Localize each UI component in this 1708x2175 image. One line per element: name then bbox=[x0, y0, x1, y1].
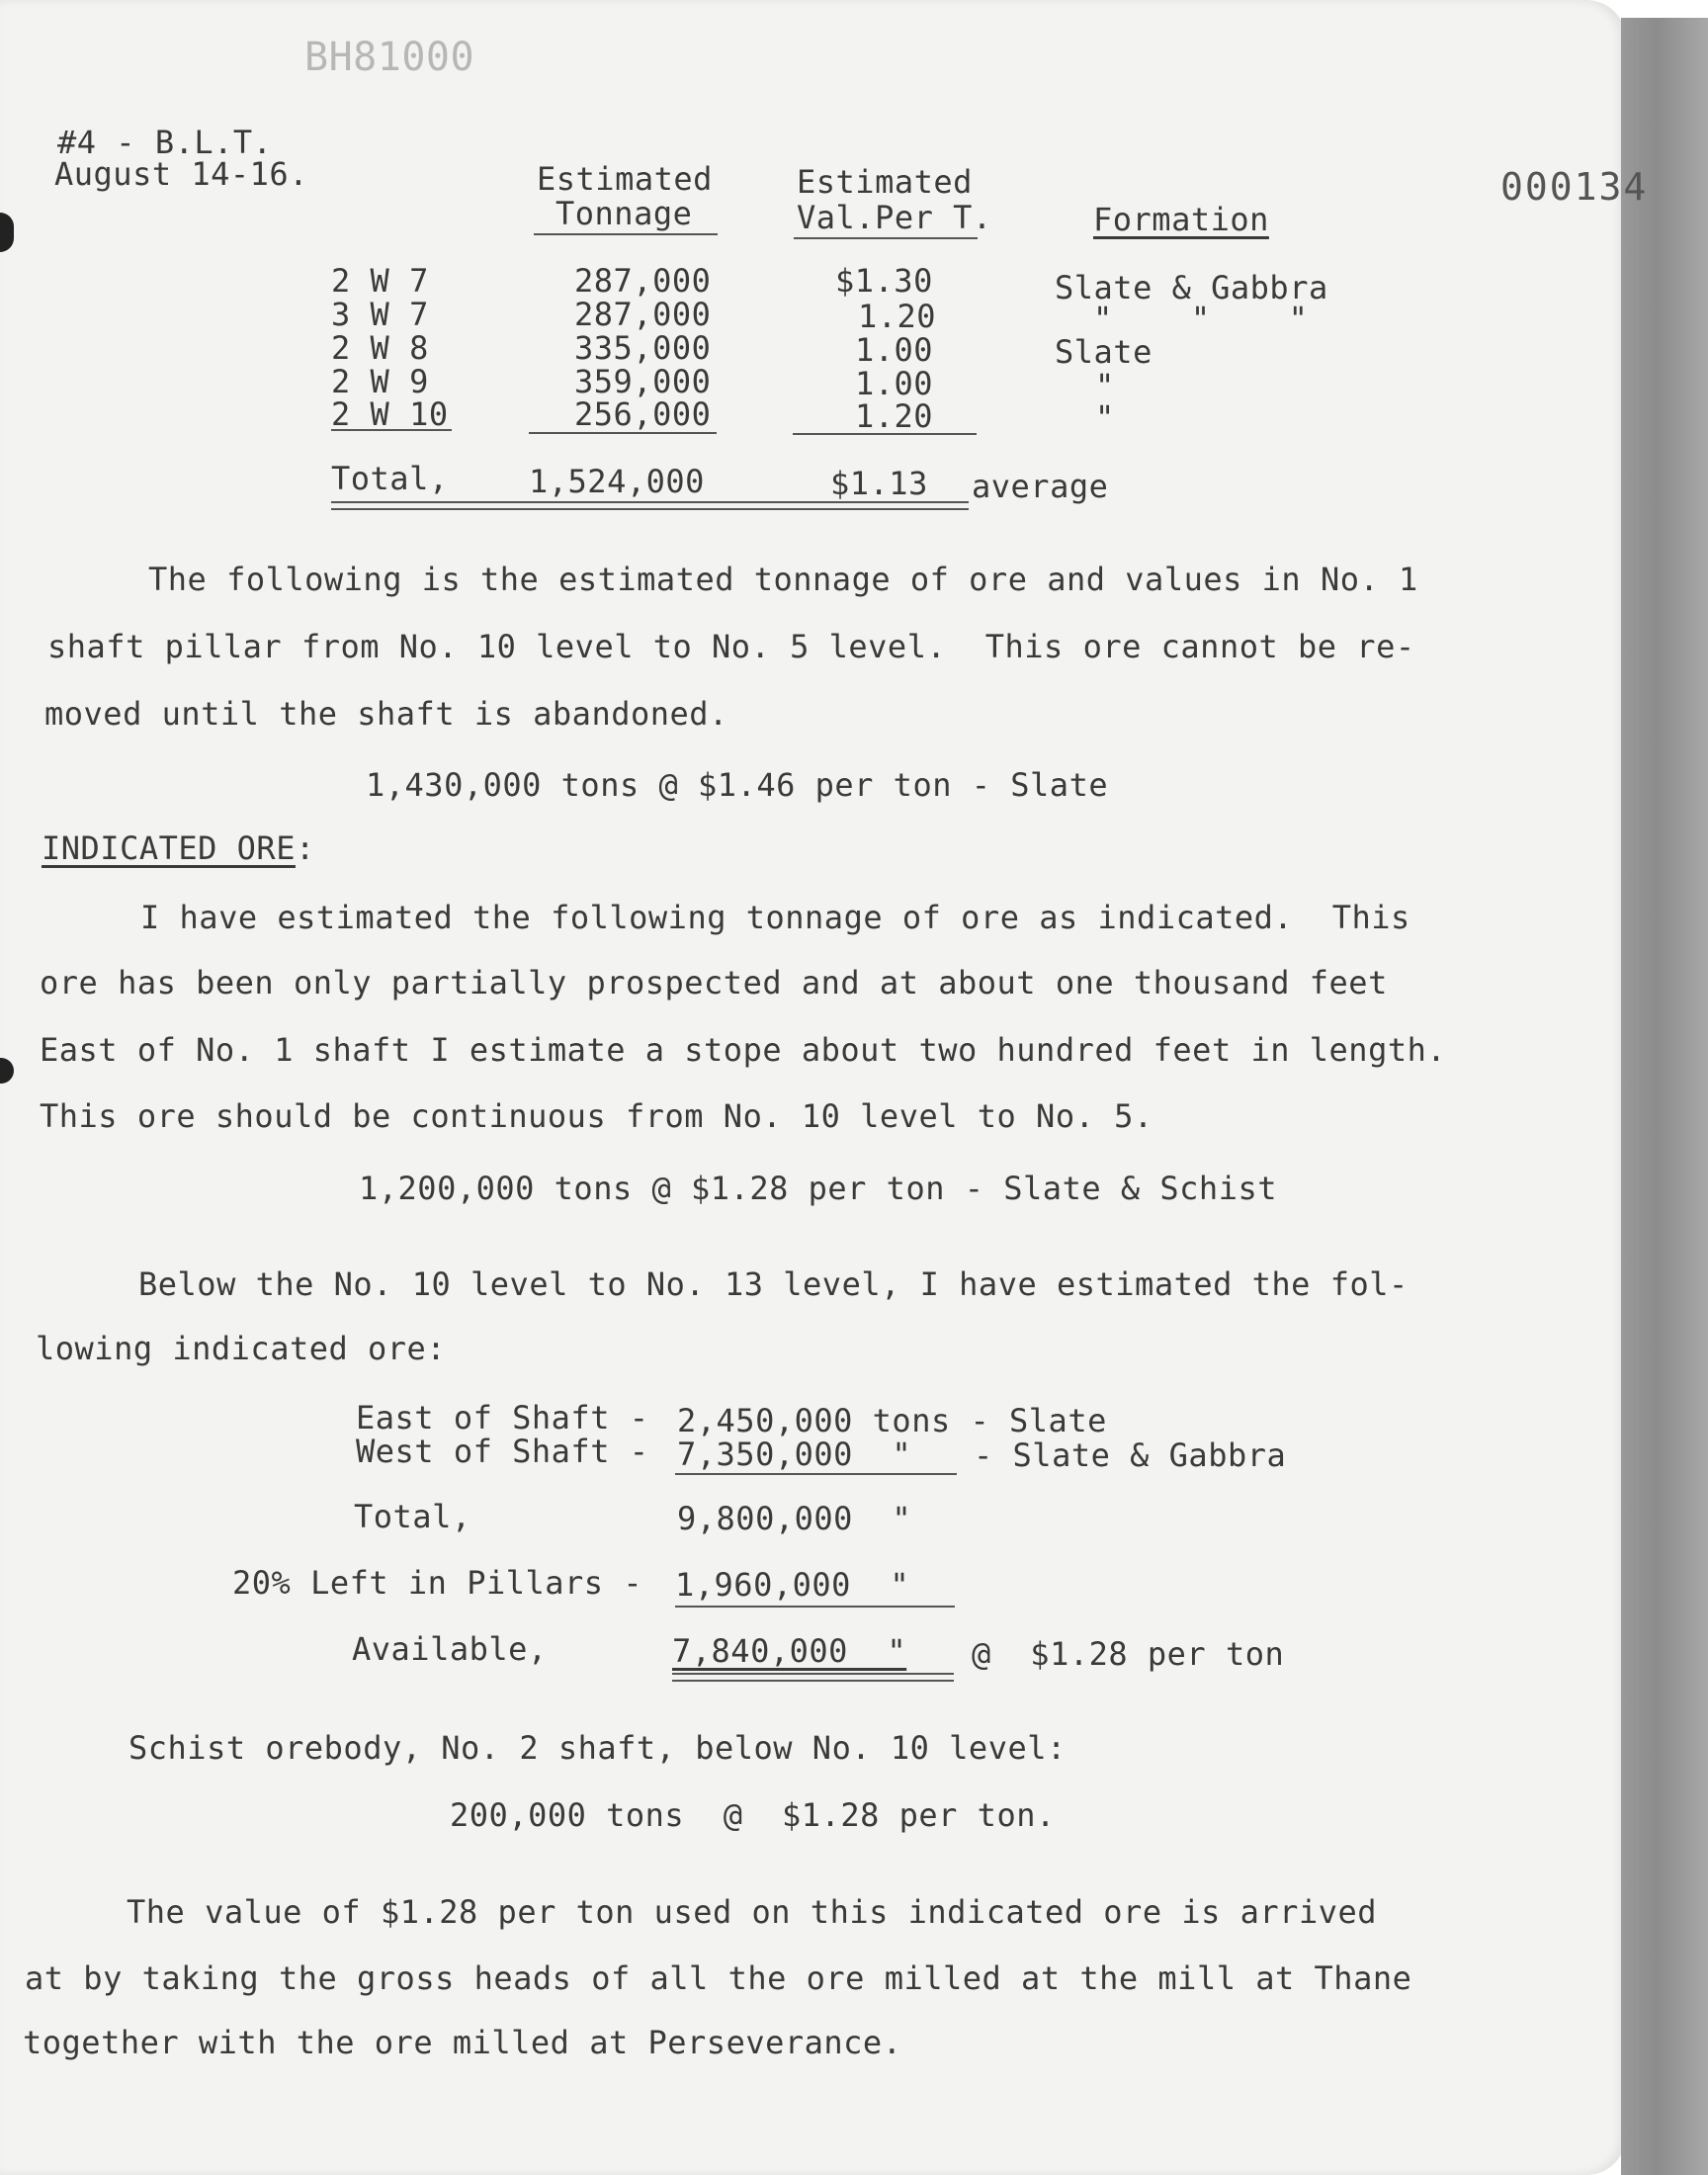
total-double-underline bbox=[331, 501, 969, 510]
section-heading-colon: : bbox=[295, 829, 315, 867]
paragraph-line: shaft pillar from No. 10 level to No. 5 level. This ore cannot be re- bbox=[47, 628, 1415, 665]
east-value: 2,450,000 tons - Slate bbox=[677, 1402, 1107, 1439]
row-underline bbox=[331, 429, 452, 431]
total-label: Total, bbox=[331, 460, 449, 497]
header-underline bbox=[794, 237, 978, 239]
header-date: August 14-16. bbox=[54, 155, 308, 193]
row-tonnage: 287,000 bbox=[574, 296, 712, 333]
row-formation: Slate bbox=[1055, 333, 1153, 371]
paragraph-line: The following is the estimated tonnage of ore and values in No. 1 bbox=[148, 561, 1418, 598]
page-edge-shadow bbox=[1621, 18, 1708, 2175]
schist-value: 200,000 tons @ $1.28 per ton. bbox=[450, 1796, 1056, 1834]
paragraph-line: lowing indicated ore: bbox=[36, 1330, 447, 1367]
paragraph-line: This ore should be continuous from No. 10 level to No. 5. bbox=[40, 1097, 1153, 1135]
row-value: $1.30 bbox=[835, 262, 933, 300]
row-formation: " bbox=[1095, 398, 1115, 436]
west-value: 7,350,000 " bbox=[677, 1436, 912, 1473]
row-formation: " bbox=[1095, 367, 1115, 404]
indicated-estimate: 1,200,000 tons @ $1.28 per ton - Slate & Schist bbox=[359, 1170, 1277, 1207]
page-number: 000134 bbox=[1500, 165, 1649, 209]
row-value: 1.00 bbox=[855, 331, 934, 369]
header-ref: #4 - B.L.T. bbox=[57, 124, 273, 161]
east-label: East of Shaft - bbox=[356, 1399, 649, 1436]
row-tonnage: 287,000 bbox=[574, 262, 712, 300]
pillars-label: 20% Left in Pillars - bbox=[232, 1564, 643, 1602]
col-value-line2: Val.Per T. bbox=[797, 199, 992, 236]
paragraph-line: I have estimated the following tonnage of ore as indicated. This bbox=[140, 899, 1410, 936]
row-block: 3 W 7 bbox=[331, 296, 429, 333]
paragraph-line: ore has been only partially prospected and at about one thousand feet bbox=[40, 964, 1388, 1001]
paragraph-line: Below the No. 10 level to No. 13 level, I have estimated the fol- bbox=[138, 1265, 1409, 1303]
schist-line: Schist orebody, No. 2 shaft, below No. 10 level: bbox=[128, 1729, 1067, 1767]
pillar-estimate: 1,430,000 tons @ $1.46 per ton - Slate bbox=[366, 766, 1109, 804]
row-tonnage: 335,000 bbox=[574, 329, 712, 367]
west-label: West of Shaft - bbox=[356, 1433, 649, 1470]
breakdown-underline bbox=[675, 1473, 957, 1475]
row-formation: " " " bbox=[1093, 300, 1309, 337]
row-value: 1.20 bbox=[858, 298, 937, 335]
breakdown-total-value: 9,800,000 " bbox=[677, 1500, 912, 1537]
header-underline bbox=[534, 233, 718, 235]
section-heading: INDICATED ORE bbox=[42, 829, 296, 867]
paragraph-line: The value of $1.28 per ton used on this indicated ore is arrived bbox=[127, 1893, 1377, 1931]
breakdown-total-label: Total, bbox=[354, 1498, 471, 1535]
col-tonnage-line1: Estimated bbox=[537, 160, 713, 198]
paragraph-line: together with the ore milled at Perseverance. bbox=[23, 2024, 902, 2061]
row-block: 2 W 7 bbox=[331, 262, 429, 300]
col-formation: Formation bbox=[1093, 201, 1269, 238]
total-suffix: average bbox=[972, 468, 1109, 505]
row-value: 1.00 bbox=[855, 365, 934, 402]
available-suffix: @ $1.28 per ton bbox=[972, 1635, 1285, 1673]
row-formation: Slate & Gabbra bbox=[1055, 269, 1328, 306]
row-block: 2 W 9 bbox=[331, 363, 429, 400]
row-value: 1.20 bbox=[855, 397, 934, 435]
row-tonnage: 359,000 bbox=[574, 363, 712, 400]
row-block: 2 W 8 bbox=[331, 329, 429, 367]
faint-stamp: BH81000 bbox=[304, 35, 475, 80]
available-value: 7,840,000 " bbox=[672, 1632, 907, 1670]
total-value: $1.13 bbox=[830, 465, 928, 502]
paragraph-line: East of No. 1 shaft I estimate a stope about two hundred feet in length. bbox=[40, 1031, 1447, 1069]
total-tonnage: 1,524,000 bbox=[529, 463, 705, 500]
west-suffix: - Slate & Gabbra bbox=[974, 1436, 1287, 1474]
row-tonnage: 256,000 bbox=[574, 395, 712, 433]
col-value-line1: Estimated bbox=[797, 163, 973, 201]
pillars-value: 1,960,000 " bbox=[675, 1566, 910, 1604]
available-label: Available, bbox=[352, 1630, 548, 1668]
paragraph-line: at by taking the gross heads of all the ore milled at the mill at Thane bbox=[25, 1959, 1412, 1997]
available-double-underline bbox=[672, 1673, 954, 1682]
row-block: 2 W 10 bbox=[331, 395, 449, 433]
paragraph-line: moved until the shaft is abandoned. bbox=[44, 695, 728, 733]
row-underline bbox=[793, 433, 977, 435]
col-tonnage-line2: Tonnage bbox=[555, 195, 693, 232]
breakdown-underline bbox=[675, 1606, 955, 1608]
row-underline bbox=[529, 432, 717, 434]
